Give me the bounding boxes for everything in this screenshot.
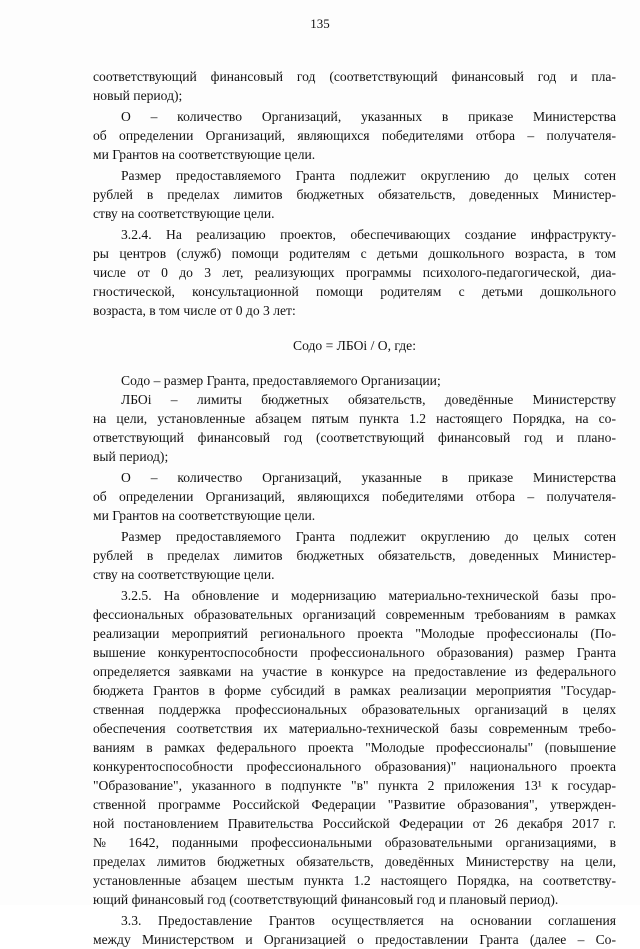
text-line: числе от 0 до 3 лет, реализующих программы психолого-педагогической, диа-	[93, 265, 616, 280]
text-line: Размер предоставляемого Гранта подлежит округлению до целых сотен	[121, 168, 616, 183]
text-line: ваниям в рамках федерального проекта "Молодые профессионалы" (повышение	[93, 740, 616, 755]
text-line: между Министерством и Организацией о предоставлении Гранта (далее – Со-	[93, 932, 616, 947]
text-line: обеспечения соответствия их материально-технической базы современным требо-	[93, 721, 616, 736]
document-body	[93, 67, 616, 949]
text-line: рублей в пределах лимитов бюджетных обязательств, доведенных Министер-	[93, 548, 616, 563]
text-line: ми Грантов на соответствующие цели.	[93, 147, 316, 162]
text-line: 3.2.4. На реализацию проектов, обеспечивающих создание инфраструкту-	[121, 227, 616, 242]
text-line: установленные абзацем шестым пункта 1.2 настоящего Порядка, на соответству-	[93, 873, 616, 888]
text-line: ной постановлением Правительства Российской Федерации от 26 декабря 2017 г.	[93, 816, 616, 831]
text-line: ющий финансовый год (соответствующий финансовый год и плановый период).	[93, 892, 559, 907]
text-line: "Образование", указанного в подпункте "в" пункта 2 приложения 13¹ к государ-	[93, 778, 616, 793]
text-line: об определении Организаций, являющихся победителями отбора – получателя-	[93, 128, 616, 143]
text-line: Содо – размер Гранта, предоставляемого Организации;	[121, 373, 441, 388]
text-line: новый период);	[93, 88, 183, 103]
text-line: ственной программе Российской Федерации "Развитие образования", утвержден-	[93, 797, 616, 812]
text-line: № 1642, поданными профессиональными образовательными организациями, в	[93, 835, 616, 850]
text-line: ственная поддержка профессиональных образовательных организаций в целях	[93, 702, 616, 717]
text-line: ры центров (служб) помощи родителям с детьми дошкольного возраста, в том	[93, 246, 616, 261]
text-line: возраста, в том числе от 0 до 3 лет:	[93, 303, 296, 318]
text-line: 3.3. Предоставление Грантов осуществляется на основании соглашения	[121, 913, 616, 928]
text-line: ответствующий финансовый год (соответствующий финансовый год и плано-	[93, 430, 616, 445]
text-line: 3.2.5. На обновление и модернизацию материально-технической базы про-	[121, 588, 616, 603]
text-line: гностической, консультационной помощи родителям с детьми дошкольного	[93, 284, 616, 299]
text-line: вышение конкурентоспособности профессионального образования) размер Гранта	[93, 645, 616, 660]
text-line: О – количество Организаций, указанных в приказе Министерства	[121, 109, 616, 124]
text-line: реализации мероприятий регионального проекта "Молодые профессионалы (По-	[93, 626, 616, 641]
text-line: об определении Организаций, являющихся победителями отбора – получателя-	[93, 489, 616, 504]
text-line: бюджета Грантов в форме субсидий в рамках реализации мероприятия "Государ-	[93, 683, 616, 698]
text-line: определяется заявками на участие в конкурсе на предоставление из федерального	[93, 664, 616, 679]
text-line: Содо = ЛБОі / О, где:	[293, 338, 416, 353]
text-line: конкурентоспособности профессионального образования)" национального проекта	[93, 759, 616, 774]
text-line: фессиональных образовательных организаций современным требованиям в рамках	[93, 607, 616, 622]
text-line: вый период);	[93, 449, 169, 464]
text-line: рублей в пределах лимитов бюджетных обязательств, доведенных Министер-	[93, 187, 616, 202]
text-line: О – количество Организаций, указанные в приказе Министерства	[121, 470, 616, 485]
text-line: пределах лимитов бюджетных обязательств, доведённых Министерству на цели,	[93, 854, 616, 869]
text-line: соответствующий финансовый год (соответствующий финансовый год и пла-	[93, 69, 616, 84]
text-line: на цели, установленные абзацем пятым пункта 1.2 настоящего Порядка, на со-	[93, 411, 616, 426]
page-number: 135	[310, 16, 330, 31]
text-line: ми Грантов на соответствующие цели.	[93, 508, 316, 523]
text-line: ЛБОі – лимиты бюджетных обязательств, доведённые Министерству	[121, 392, 616, 407]
text-line: Размер предоставляемого Гранта подлежит округлению до целых сотен	[121, 529, 616, 544]
text-line: ству на соответствующие цели.	[93, 206, 275, 221]
text-line: ству на соответствующие цели.	[93, 567, 275, 582]
